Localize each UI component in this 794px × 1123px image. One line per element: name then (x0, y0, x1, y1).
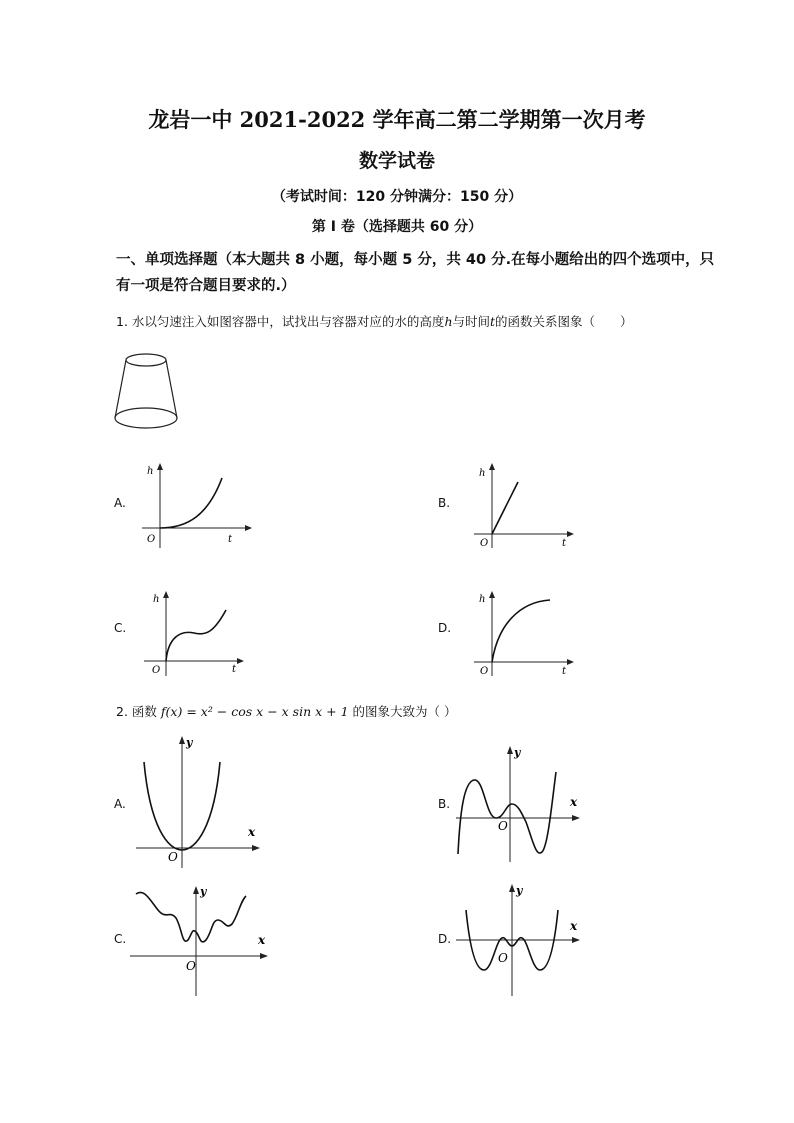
part-title: 第 Ⅰ 卷（选择题共 60 分） (311, 219, 483, 235)
axis-label-h: h (147, 466, 154, 477)
q1-option-b-label: B. (438, 496, 451, 510)
origin-label: O (498, 951, 508, 965)
q2-graph-a (132, 732, 272, 870)
question-number: 1. (116, 314, 128, 329)
section-heading: 一、单项选择题（本大题共 8 小题，每小题 5 分，共 40 分.在每小题给出的四个选项中，只有一项是符合题目要求的.） (116, 252, 715, 294)
axis-label-h: h (479, 468, 486, 479)
origin-label: O (480, 538, 489, 549)
origin-label: O (480, 666, 489, 677)
question-number: 2. (116, 704, 128, 719)
axis-label-t: t (232, 664, 237, 675)
q2-graph-c (126, 880, 276, 998)
q2-graph-b (452, 742, 592, 864)
q1-graph-d (470, 588, 580, 678)
q2-option-c-label: C. (114, 932, 127, 946)
axis-label-y: y (200, 885, 207, 898)
axis-label-x: x (258, 933, 266, 947)
q1-graph-c (140, 588, 250, 678)
container-figure (108, 348, 188, 432)
axis-label-h: h (153, 594, 160, 605)
q1-option-d-label: D. (438, 621, 452, 635)
axis-label-t: t (228, 534, 233, 545)
origin-label: O (147, 534, 156, 545)
question-text: 函数 (131, 704, 157, 719)
q2-graph-d (452, 880, 592, 998)
variable-h: h (444, 314, 453, 329)
origin-label: O (498, 819, 508, 833)
q2-option-b-label: B. (438, 797, 451, 811)
q1-graph-a (138, 460, 258, 550)
axis-label-t: t (562, 666, 567, 677)
q2-option-a-label: A. (114, 797, 126, 811)
question-1 (116, 312, 716, 330)
q1-option-c-label: C. (114, 621, 127, 635)
axis-label-x: x (570, 795, 578, 809)
variable-t: t (490, 314, 496, 329)
question-text: 水以匀速注入如图容器中，试找出与容器对应的水的高度 (131, 314, 445, 329)
origin-label: O (186, 959, 196, 973)
origin-label: O (168, 850, 178, 864)
q1-graph-b (470, 460, 580, 550)
question-2 (116, 702, 716, 720)
q2-option-d-label: D. (438, 932, 452, 946)
axis-label-y: y (186, 736, 193, 749)
function-formula: f(x) = x² − cos x − x sin x + 1 (160, 704, 349, 719)
question-text: 的函数关系图象（ ） (495, 314, 633, 329)
question-text: 的图象大致为（ ） (352, 704, 457, 719)
question-text: 与时间 (452, 314, 491, 329)
origin-label: O (152, 665, 161, 676)
exam-title: 龙岩一中 2021-2022 学年高二第二学期第一次月考 (148, 107, 646, 132)
q1-option-a-label: A. (114, 496, 126, 510)
axis-label-t: t (562, 538, 567, 549)
axis-label-y: y (514, 746, 521, 759)
exam-subtitle: 数学试卷 (358, 150, 435, 172)
axis-label-h: h (479, 594, 486, 605)
axis-label-x: x (570, 919, 578, 933)
axis-label-y: y (516, 884, 523, 897)
exam-info: （考试时间：120 分钟满分：150 分） (271, 189, 523, 205)
axis-label-x: x (248, 825, 256, 839)
